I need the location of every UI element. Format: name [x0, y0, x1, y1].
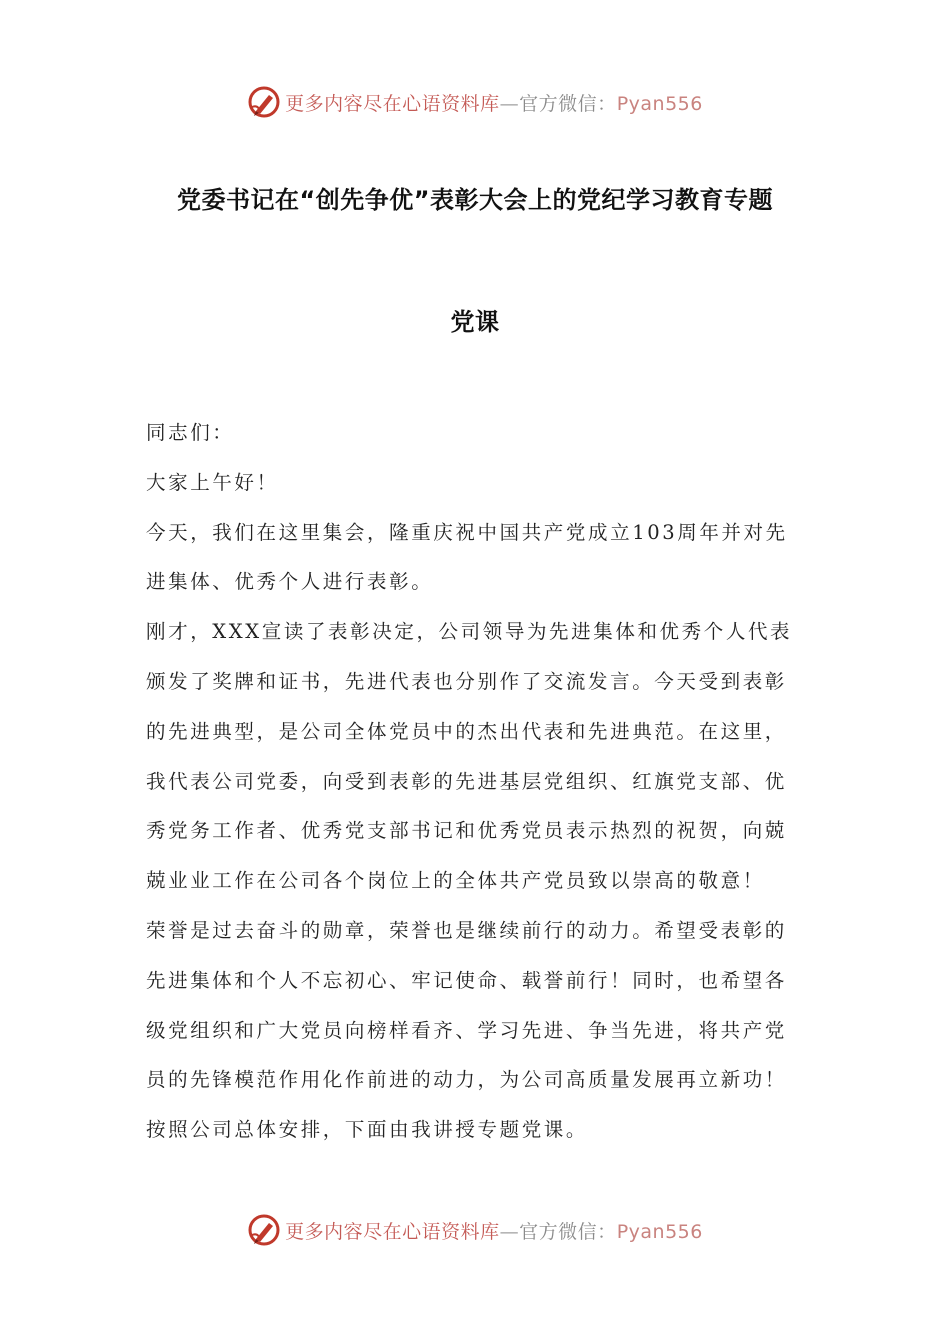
- document-title-line1: 党委书记在“创先争优”表彰大会上的党纪学习教育专题: [176, 186, 774, 214]
- banner-brand-text: 更多内容尽在心语资料库: [285, 1220, 500, 1243]
- body-line: 员的先锋模范作用化作前进的动力，为公司高质量发展再立新功！: [146, 1068, 787, 1092]
- banner-official-label: 官方微信：: [519, 1220, 617, 1243]
- header-banner: [0, 82, 950, 122]
- body-line: 秀党务工作者、优秀党支部书记和优秀党员表示热烈的祝贺，向兢: [146, 819, 787, 843]
- body-line: 刚才，XXX宣读了表彰决定，公司领导为先进集体和优秀个人代表: [146, 620, 793, 644]
- body-line: 大家上午好！: [146, 470, 279, 494]
- body-line: 今天，我们在这里集会，隆重庆祝中国共产党成立103周年并对先: [146, 520, 788, 544]
- body-line: 荣誉是过去奋斗的勋章，荣誉也是继续前行的动力。希望受表彰的: [146, 918, 787, 942]
- body-line: 兢业业工作在公司各个岗位上的全体共产党员致以崇高的敬意！: [146, 869, 765, 893]
- body-line: 按照公司总体安排，下面由我讲授专题党课。: [146, 1118, 589, 1142]
- footer-banner: [0, 1210, 950, 1250]
- body-line: 的先进典型，是公司全体党员中的杰出代表和先进典范。在这里，: [146, 719, 787, 743]
- banner-wechat-id: Pyan556: [616, 1220, 703, 1243]
- pen-logo-icon: [247, 85, 281, 119]
- body-line: 颁发了奖牌和证书，先进代表也分别作了交流发言。今天受到表彰: [146, 669, 787, 693]
- banner-wechat-id: Pyan556: [616, 92, 703, 115]
- body-line: 同志们：: [146, 421, 235, 444]
- banner-brand-text: 更多内容尽在心语资料库: [285, 92, 500, 115]
- document-title-line2: 党课: [450, 308, 500, 336]
- body-line: 我代表公司党委，向受到表彰的先进基层党组织、红旗党支部、优: [146, 769, 787, 793]
- pen-logo-icon: [247, 1213, 281, 1247]
- banner-dash: —: [499, 1220, 520, 1243]
- body-line: 先进集体和个人不忘初心、牢记使命、载誉前行！同时，也希望各: [146, 968, 787, 992]
- banner-official-label: 官方微信：: [519, 92, 617, 115]
- document-body: [146, 415, 810, 1162]
- banner-dash: —: [499, 92, 520, 115]
- body-line: 进集体、优秀个人进行表彰。: [146, 570, 434, 594]
- body-line: 级党组织和广大党员向榜样看齐、学习先进、争当先进，将共产党: [146, 1018, 787, 1042]
